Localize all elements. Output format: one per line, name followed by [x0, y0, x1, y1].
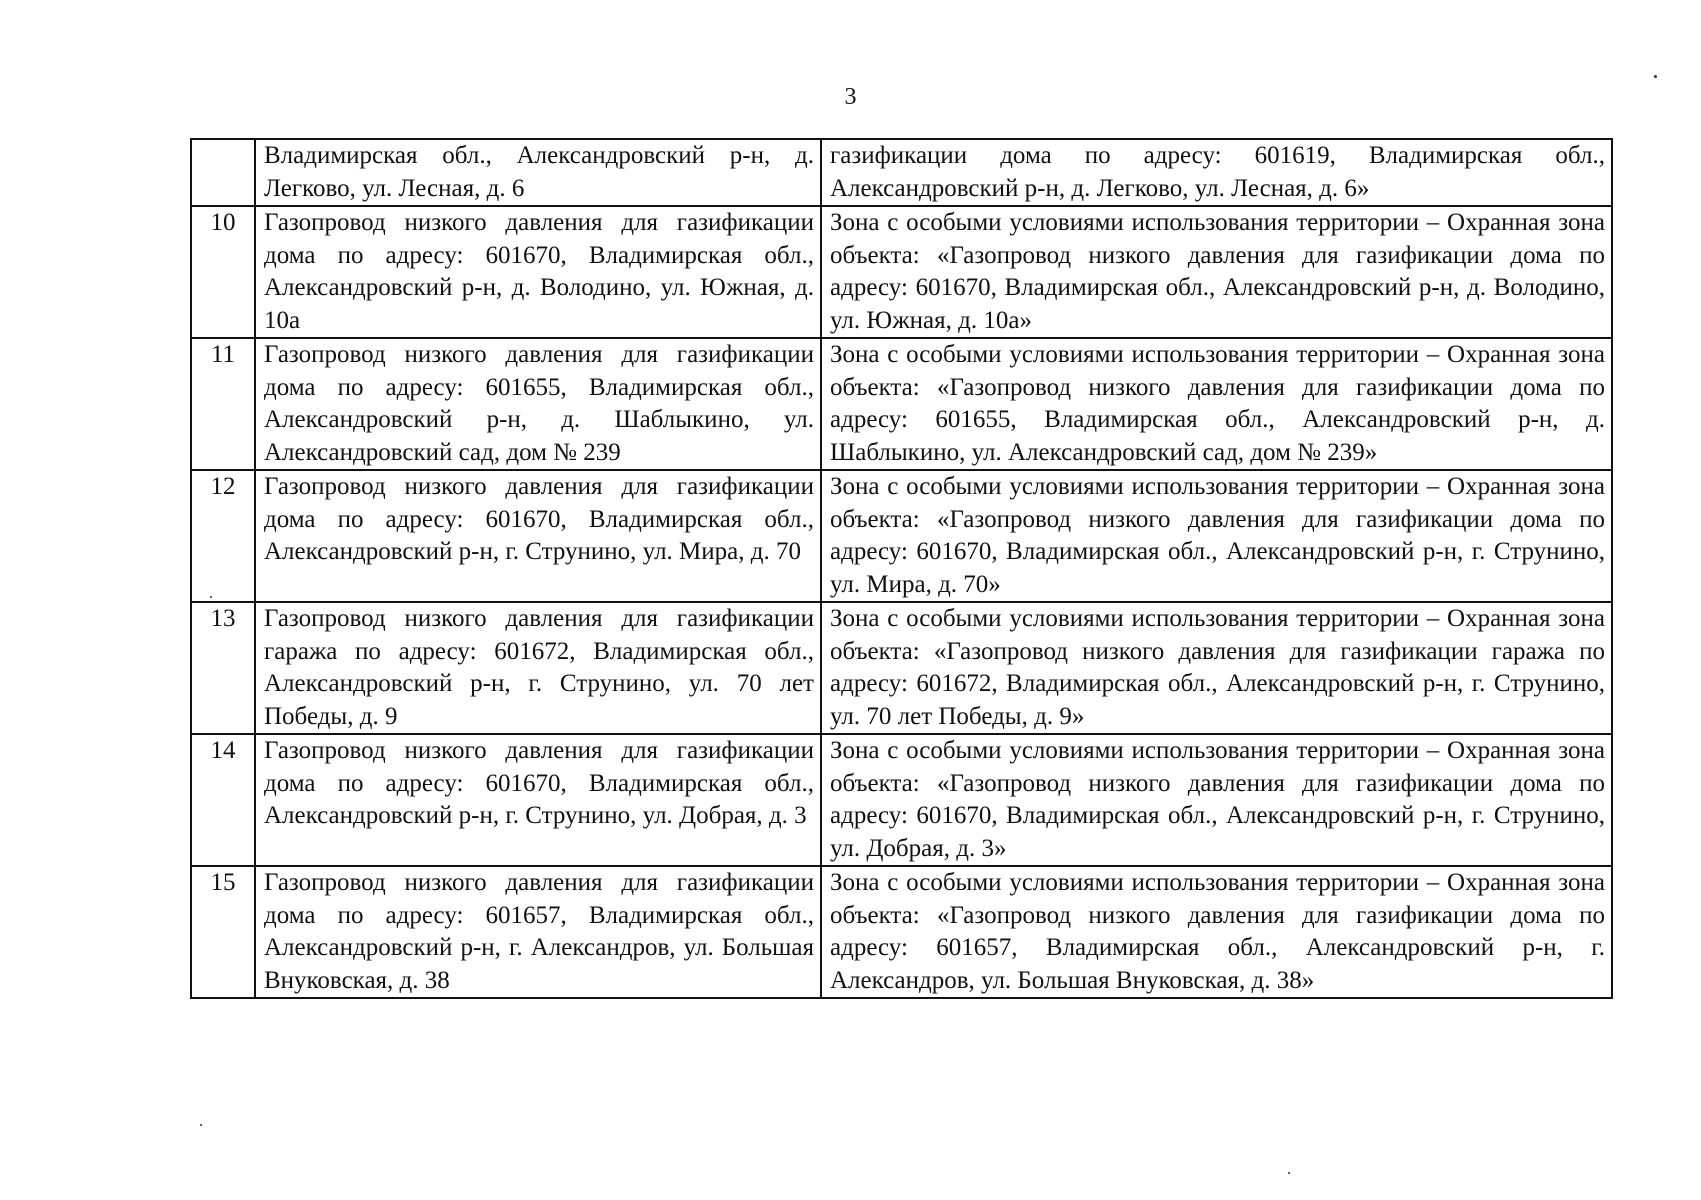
row-number: 11 — [191, 338, 255, 470]
object-name: Владимирская обл., Александровский р-н, д. Легково, ул. Лесная, д. 6 — [255, 139, 821, 206]
zone-description: Зона с особыми условиями использования территории – Охранная зона объекта: «Газопровод низкого давления для газификации дома по адресу: 601657, Владимирская обл., Александровский р-н, г. Александров, ул. Большая Внуковская, д. 38» — [821, 866, 1612, 998]
zone-description: газификации дома по адресу: 601619, Владимирская обл., Александровский р-н, д. Легково, ул. Лесная, д. 6» — [821, 139, 1612, 206]
row-number: 15 — [191, 866, 255, 998]
row-number: 14 — [191, 734, 255, 866]
zone-description: Зона с особыми условиями использования территории – Охранная зона объекта: «Газопровод низкого давления для газификации дома по адресу: 601655, Владимирская обл., Александровский р-н, д. Шаблыкино, ул. Александровский сад, дом № 239» — [821, 338, 1612, 470]
zones-table — [190, 138, 1613, 999]
row-number: 10 — [191, 206, 255, 338]
page-number: 3 — [844, 84, 857, 110]
zone-description: Зона с особыми условиями использования территории – Охранная зона объекта: «Газопровод низкого давления для газификации дома по адресу: 601670, Владимирская обл., Александровский р-н, д. Володино, ул. Южная, д. 10а» — [821, 206, 1612, 338]
object-name: Газопровод низкого давления для газификации дома по адресу: 601655, Владимирская обл., Александровский р-н, д. Шаблыкино, ул. Александровский сад, дом № 239 — [255, 338, 821, 470]
scan-speck — [1288, 1172, 1290, 1174]
table-row — [191, 866, 1612, 998]
scan-speck — [210, 596, 212, 598]
zone-description: Зона с особыми условиями использования территории – Охранная зона объекта: «Газопровод низкого давления для газификации гаража по адресу: 601672, Владимирская обл., Александровский р-н, г. Струнино, ул. 70 лет Победы, д. 9» — [821, 602, 1612, 734]
table-row — [191, 139, 1612, 206]
table-row — [191, 734, 1612, 866]
zone-description: Зона с особыми условиями использования территории – Охранная зона объекта: «Газопровод низкого давления для газификации дома по адресу: 601670, Владимирская обл., Александровский р-н, г. Струнино, ул. Мира, д. 70» — [821, 470, 1612, 602]
row-number: 12 — [191, 470, 255, 602]
row-number — [191, 139, 255, 206]
table-row — [191, 602, 1612, 734]
zone-description: Зона с особыми условиями использования территории – Охранная зона объекта: «Газопровод низкого давления для газификации дома по адресу: 601670, Владимирская обл., Александровский р-н, г. Струнино, ул. Добрая, д. 3» — [821, 734, 1612, 866]
scan-speck — [1654, 75, 1657, 78]
table-row — [191, 206, 1612, 338]
object-name: Газопровод низкого давления для газификации дома по адресу: 601657, Владимирская обл., Александровский р-н, г. Александров, ул. Большая Внуковская, д. 38 — [255, 866, 821, 998]
object-name: Газопровод низкого давления для газификации дома по адресу: 601670, Владимирская обл., Александровский р-н, г. Струнино, ул. Добрая, д. 3 — [255, 734, 821, 866]
object-name: Газопровод низкого давления для газификации гаража по адресу: 601672, Владимирская обл., Александровский р-н, г. Струнино, ул. 70 лет Победы, д. 9 — [255, 602, 821, 734]
table-row — [191, 338, 1612, 470]
table-row — [191, 470, 1612, 602]
object-name: Газопровод низкого давления для газификации дома по адресу: 601670, Владимирская обл., Александровский р-н, г. Струнино, ул. Мира, д. 70 — [255, 470, 821, 602]
row-number: 13 — [191, 602, 255, 734]
object-name: Газопровод низкого давления для газификации дома по адресу: 601670, Владимирская обл., Александровский р-н, д. Володино, ул. Южная, д. 10а — [255, 206, 821, 338]
scan-speck — [200, 1124, 202, 1126]
